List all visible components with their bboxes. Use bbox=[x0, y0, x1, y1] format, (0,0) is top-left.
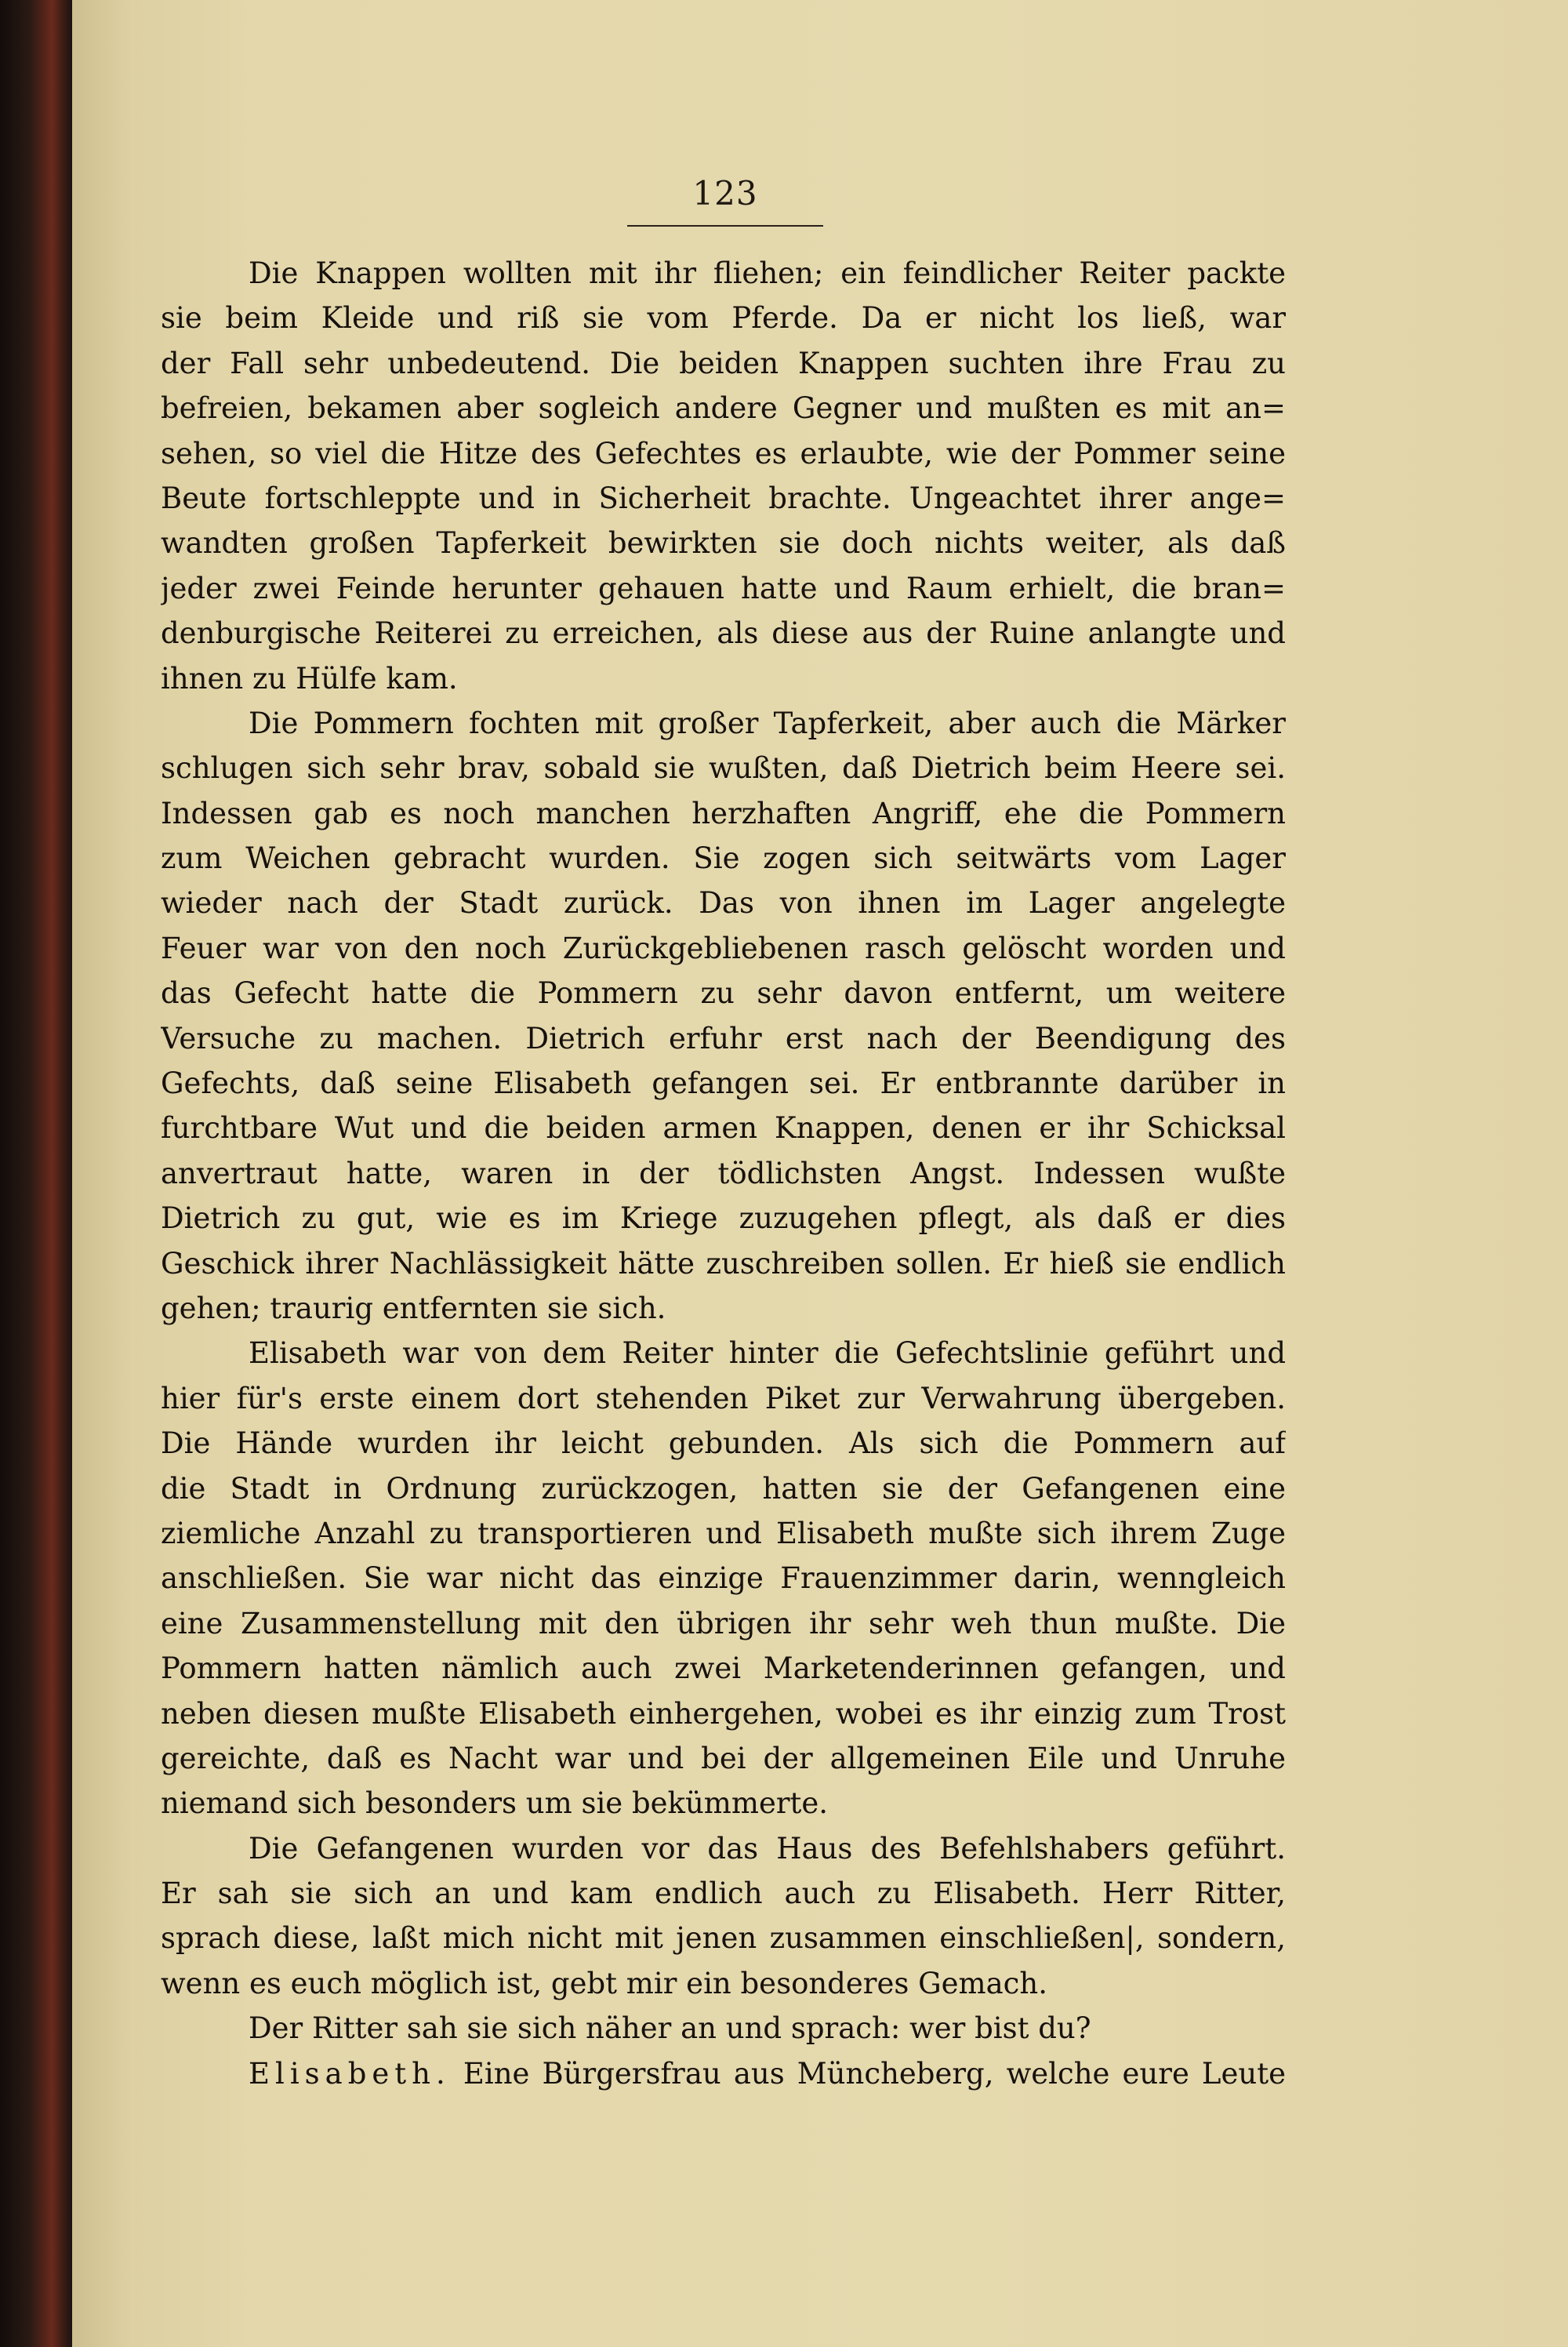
dialogue-line bbox=[161, 2051, 1286, 2096]
text-line: Dietrich zu gut, wie es im Kriege zuzugehen pflegt, als daß er dies bbox=[161, 1201, 1286, 1236]
text-line: wenn es euch möglich ist, gebt mir ein besonderes Gemach. bbox=[161, 1966, 1047, 2000]
page-number-rule bbox=[627, 225, 823, 227]
text-line: anvertraut hatte, waren in der tödlichsten Angst. Indessen wußte bbox=[161, 1156, 1286, 1190]
book-spine bbox=[0, 0, 74, 2347]
text-line: der Fall sehr unbedeutend. Die beiden Knappen suchten ihre Frau zu bbox=[161, 346, 1286, 380]
text-line: Gefechts, daß seine Elisabeth gefangen sei. Er entbrannte darüber in bbox=[161, 1066, 1286, 1101]
text-line: sprach diese, laßt mich nicht mit jenen zusammen einschließen|, sondern, bbox=[161, 1921, 1286, 1956]
text-line: wandten großen Tapferkeit bewirkten sie doch nichts weiter, als daß bbox=[161, 526, 1286, 561]
text-line: befreien, bekamen aber sogleich andere Gegner und mußten es mit an= bbox=[161, 391, 1286, 426]
text-line: die Stadt in Ordnung zurückzogen, hatten sie der Gefangenen eine bbox=[161, 1471, 1286, 1506]
text-line: zum Weichen gebracht wurden. Sie zogen sich seitwärts vom Lager bbox=[161, 841, 1286, 876]
text-line: wieder nach der Stadt zurück. Das von ihnen im Lager angelegte bbox=[161, 886, 1286, 921]
text-line: Beute fortschleppte und in Sicherheit brachte. Ungeachtet ihrer ange= bbox=[161, 481, 1286, 515]
page-number: 123 bbox=[692, 174, 758, 213]
text-line: ihnen zu Hülfe kam. bbox=[161, 661, 458, 696]
text-line: gereichte, daß es Nacht war und bei der allgemeinen Eile und Unruhe bbox=[161, 1741, 1286, 1775]
text-line: Die Hände wurden ihr leicht gebunden. Als sich die Pommern auf bbox=[161, 1426, 1286, 1461]
text-line: Indessen gab es noch manchen herzhaften Angriff, ehe die Pommern bbox=[161, 796, 1286, 830]
text-line: neben diesen mußte Elisabeth einhergehen, wobei es ihr einzig zum Trost bbox=[161, 1696, 1286, 1731]
speaker-label: Elisabeth. bbox=[249, 2056, 451, 2091]
text-line: denburgische Reiterei zu erreichen, als diese aus der Ruine anlangte und bbox=[161, 616, 1286, 651]
text-line: Versuche zu machen. Dietrich erfuhr erst nach der Beendigung des bbox=[161, 1021, 1286, 1055]
text-line: anschließen. Sie war nicht das einzige Frauenzimmer darin, wenngleich bbox=[161, 1561, 1286, 1596]
text-line: schlugen sich sehr brav, sobald sie wußten, daß Dietrich beim Heere sei. bbox=[161, 751, 1286, 786]
text-line: niemand sich besonders um sie bekümmerte. bbox=[161, 1786, 829, 1821]
text-line: gehen; traurig entfernten sie sich. bbox=[161, 1291, 666, 1325]
text-line: eine Zusammenstellung mit den übrigen ihr sehr weh thun mußte. Die bbox=[161, 1606, 1286, 1640]
text-line: hier für's erste einem dort stehenden Piket zur Verwahrung übergeben. bbox=[161, 1381, 1286, 1415]
text-line: Pommern hatten nämlich auch zwei Marketenderinnen gefangen, und bbox=[161, 1651, 1286, 1686]
text-line: ziemliche Anzahl zu transportieren und Elisabeth mußte sich ihrem Zuge bbox=[161, 1516, 1286, 1550]
text-line: Er sah sie sich an und kam endlich auch zu Elisabeth. Herr Ritter, bbox=[161, 1877, 1286, 1911]
dialogue-text: Eine Bürgersfrau aus Müncheberg, welche eure Leute bbox=[463, 2056, 1286, 2091]
text-line: Geschick ihrer Nachlässigkeit hätte zuschreiben sollen. Er hieß sie endlich bbox=[161, 1246, 1286, 1281]
text-line: Die Gefangenen wurden vor das Haus des Befehlshabers geführt. bbox=[249, 1831, 1286, 1866]
text-line: Die Knappen wollten mit ihr fliehen; ein feindlicher Reiter packte bbox=[249, 256, 1286, 290]
text-line: Der Ritter sah sie sich näher an und sprach: wer bist du? bbox=[249, 2011, 1091, 2046]
text-line: sehen, so viel die Hitze des Gefechtes es erlaubte, wie der Pommer seine bbox=[161, 436, 1286, 470]
text-line: sie beim Kleide und riß sie vom Pferde. Da er nicht los ließ, war bbox=[161, 301, 1286, 336]
body-text bbox=[161, 251, 1286, 2096]
text-line: Die Pommern fochten mit großer Tapferkeit, aber auch die Märker bbox=[249, 706, 1286, 740]
text-line: das Gefecht hatte die Pommern zu sehr davon entfernt, um weitere bbox=[161, 976, 1286, 1011]
text-line: Feuer war von den noch Zurückgebliebenen rasch gelöscht worden und bbox=[161, 931, 1286, 965]
text-line: Elisabeth war von dem Reiter hinter die Gefechtslinie geführt und bbox=[249, 1336, 1286, 1371]
text-line: furchtbare Wut und die beiden armen Knappen, denen er ihr Schicksal bbox=[161, 1111, 1286, 1146]
text-line: jeder zwei Feinde herunter gehauen hatte und Raum erhielt, die bran= bbox=[161, 571, 1286, 605]
